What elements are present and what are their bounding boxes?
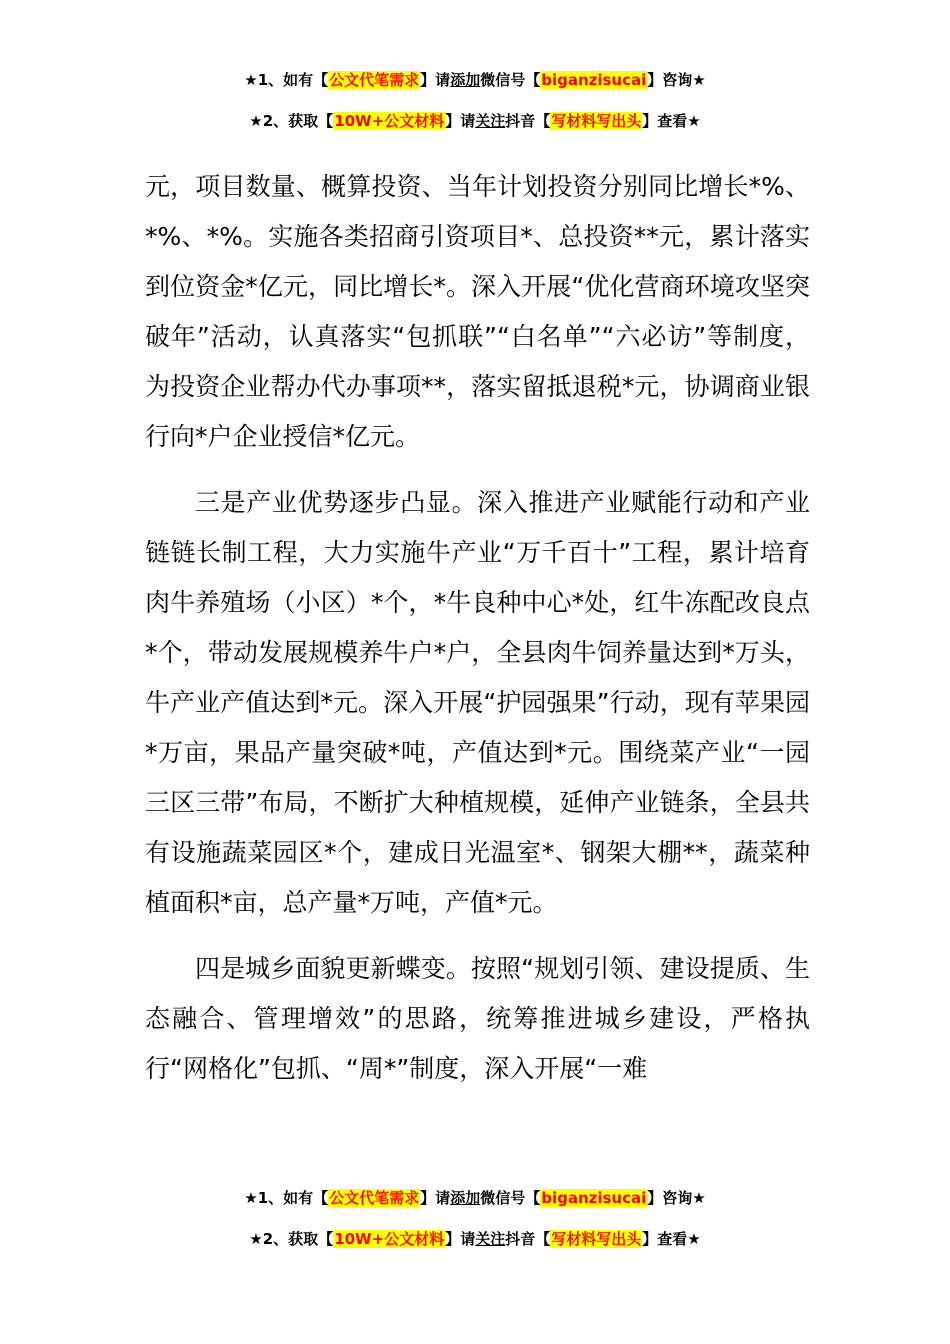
banner-underlined-text: 关注 bbox=[475, 1230, 506, 1248]
paragraph-continuation: 元，项目数量、概算投资、当年计划投资分别同比增长*%、*%、*%。实施各类招商引资项目*、总投资**元，累计落实到位资金*亿元，同比增长*。深入开展“优化营商环境攻坚突破年”活动，认真落实“包抓联”“白名单”“六必访”等制度，为投资企业帮办代办事项**，落实留抵退税*元，协调商业银行向*户企业授信*亿元。 bbox=[145, 172, 810, 451]
banner-highlight: 公文代笔需求 bbox=[329, 1189, 420, 1207]
banner-text: 抖音【 bbox=[505, 1230, 551, 1248]
paragraph-urban-rural: 四是城乡面貌更新蝶变。按照“规划引领、建设提质、生态融合、管理增效”的思路，统筹推进城乡建设，严格执行“网格化”包抓、“周*”制度，深入开展“一难 bbox=[145, 954, 810, 1083]
banner-text: 抖音【 bbox=[505, 112, 551, 130]
paragraph-industry-advantage: 三是产业优势逐步凸显。深入推进产业赋能行动和产业链链长制工程，大力实施牛产业“万千百十”工程，累计培育肉牛养殖场（小区）*个，*牛良种中心*处，红牛冻配改良点*个，带动发展规模养牛户*户，全县肉牛饲养量达到*万头，牛产业产值达到*元。深入开展“护园强果”行动，现有苹果园*万亩，果品产量突破*吨，产值达到*元。围绕菜产业“一园三区三带”布局，不断扩大种植规模，延伸产业链条，全县共有设施蔬菜园区*个，建成日光温室*、钢架大棚**，蔬菜种植面积*亩，总产量*万吨，产值*元。 bbox=[145, 488, 810, 917]
banner-highlight-douyin-id: 写材料写出头 bbox=[551, 112, 642, 130]
banner-text: 】请 bbox=[420, 71, 451, 89]
footer-banner-line-2 bbox=[0, 1229, 950, 1249]
banner-highlight-douyin-id: 写材料写出头 bbox=[551, 1230, 642, 1248]
banner-text: 】请 bbox=[445, 112, 476, 130]
banner-underlined-text: 添加 bbox=[450, 1189, 481, 1207]
banner-text: 】咨询★ bbox=[647, 71, 706, 89]
banner-text: 】请 bbox=[445, 1230, 476, 1248]
document-body bbox=[145, 162, 810, 1094]
footer-banner-line-1 bbox=[0, 1188, 950, 1208]
banner-highlight-wechat-id: biganzisucai bbox=[541, 71, 647, 89]
banner-highlight: 公文代笔需求 bbox=[329, 71, 420, 89]
banner-highlight-wechat-id: biganzisucai bbox=[541, 1189, 647, 1207]
banner-highlight: 10W+公文材料 bbox=[334, 1230, 445, 1248]
banner-text: 】查看★ bbox=[642, 112, 701, 130]
banner-text: 】咨询★ bbox=[647, 1189, 706, 1207]
banner-underlined-text: 关注 bbox=[475, 112, 506, 130]
banner-text: 】查看★ bbox=[642, 1230, 701, 1248]
banner-text: 】请 bbox=[420, 1189, 451, 1207]
banner-text: 微信号【 bbox=[480, 1189, 541, 1207]
header-banner-line-1 bbox=[0, 70, 950, 90]
banner-text: ★1、如有【 bbox=[244, 71, 329, 89]
banner-highlight: 10W+公文材料 bbox=[334, 112, 445, 130]
banner-text: 微信号【 bbox=[480, 71, 541, 89]
banner-underlined-text: 添加 bbox=[450, 71, 481, 89]
banner-text: ★2、获取【 bbox=[249, 112, 334, 130]
banner-text: ★2、获取【 bbox=[249, 1230, 334, 1248]
header-banner-line-2 bbox=[0, 111, 950, 131]
banner-text: ★1、如有【 bbox=[244, 1189, 329, 1207]
